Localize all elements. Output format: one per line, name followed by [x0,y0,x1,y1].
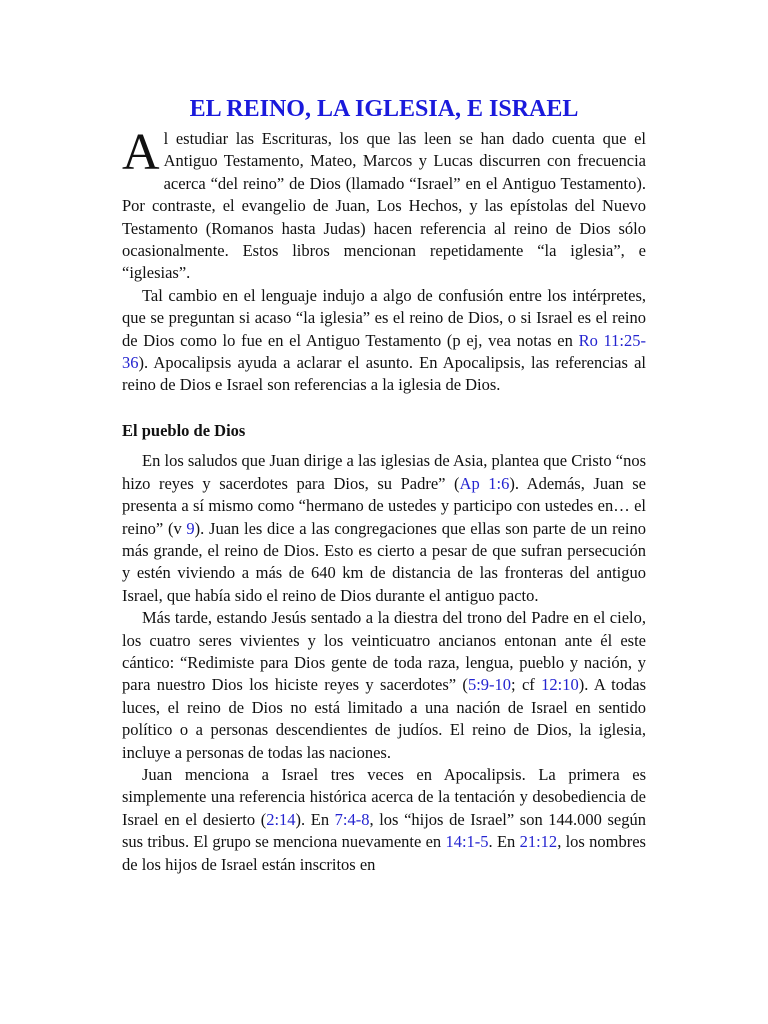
paragraph-3 [122,450,646,607]
text-span: Tal cambio en el lenguaje indujo a algo de confusión entre los intérpretes, que se preguntan si acaso “la iglesia” es el reino de Dios, o si Israel es el reino de Dios como lo fue en el Antiguo Testamento (p ej, vea notas en [122,285,646,350]
drop-cap: A [122,124,160,181]
paragraph-4 [122,607,646,764]
text-span: En los saludos que Juan dirige a las iglesias de Asia, plantea que Cristo “nos hizo reyes y sacerdotes para Dios, su Padre” ( [122,451,646,493]
scripture-reference-link[interactable]: 14:1-5 [445,832,489,852]
scripture-reference-link[interactable]: 5:9-10 [467,675,512,695]
text-span: ). Apocalipsis ayuda a aclarar el asunto. En Apocalipsis, las referencias al reino de Dios e Israel son referencias a la iglesia de Dios. [122,353,646,395]
text-span: ). A todas luces, el reino de Dios no está limitado a una nación de Israel en sentido político o a personas descendientes de judíos. El reino de Dios, la iglesia, incluye a personas de todas las naciones. [122,675,647,762]
scripture-reference-link[interactable]: 21:12 [519,832,558,852]
scripture-reference-link[interactable]: 7:4-8 [334,809,370,829]
paragraph-2 [122,285,646,397]
text-span: , los “hijos de Israel” son 144.000 según sus tribus. El grupo se menciona nuevamente en [122,809,646,852]
text-span: ). En [295,809,335,829]
scripture-reference-link[interactable]: Ap 1:6 [459,473,510,493]
scripture-reference-link[interactable]: 12:10 [541,675,579,695]
text-span: ). Juan les dice a las congregaciones que ellas son parte de un reino más grande, el reino de Dios. Esto es cierto a pesar de que sufran persecución y estén viviendo a más de 640 km de distancia de las fronteras del antiguo Israel, que había sido el reino de Dios durante el antiguo pacto. [122,518,646,605]
text-span: ; cf [511,675,542,695]
intro-paragraph [122,124,646,285]
scripture-reference-link[interactable]: 9 [186,518,195,538]
paragraph-5 [122,764,646,876]
scripture-reference-link[interactable]: Ro 11:25-36 [122,330,646,373]
document-title: EL REINO, LA IGLESIA, E ISRAEL [189,96,579,122]
text-span: Juan menciona a Israel tres veces en Apocalipsis. La primera es simplemente una referencia histórica acerca de la tentación y desobediencia de Israel en el desierto ( [122,764,646,829]
scripture-reference-link[interactable]: 2:14 [266,809,296,829]
document-page [122,94,646,876]
text-span: Más tarde, estando Jesús sentado a la diestra del trono del Padre en el cielo, los cuatro seres vivientes y los veinticuatro ancianos entonan ante él este cántico: “Redimiste para Dios gente de toda raza, lengua, pueblo y nación, y para nuestro Dios los hiciste reyes y sacerdotes” ( [122,608,646,695]
intro-text: l estudiar las Escrituras, los que las leen se han dado cuenta que el Antiguo Testamento, Mateo, Marcos y Lucas discurren con frecuencia acerca “del reino” de Dios (llamado “Israel” en el Antiguo Testamento). Por contraste, el evangelio de Juan, Los Hechos, y las epístolas del Nuevo Testamento (Romanos hasta Judas) hacen referencia al reino de Dios sólo ocasionalmente. Estos libros mencionan repetidamente “la iglesia”, e “iglesias”. [122,129,646,283]
text-span: . En [488,832,520,852]
section-heading: El pueblo de Dios [122,420,246,440]
text-span: ). Además, Juan se presenta a sí mismo como “hermano de ustedes y participo con ustedes en… el reino” (v [122,473,646,538]
text-span: , los nombres de los hijos de Israel están inscritos en [122,832,646,874]
